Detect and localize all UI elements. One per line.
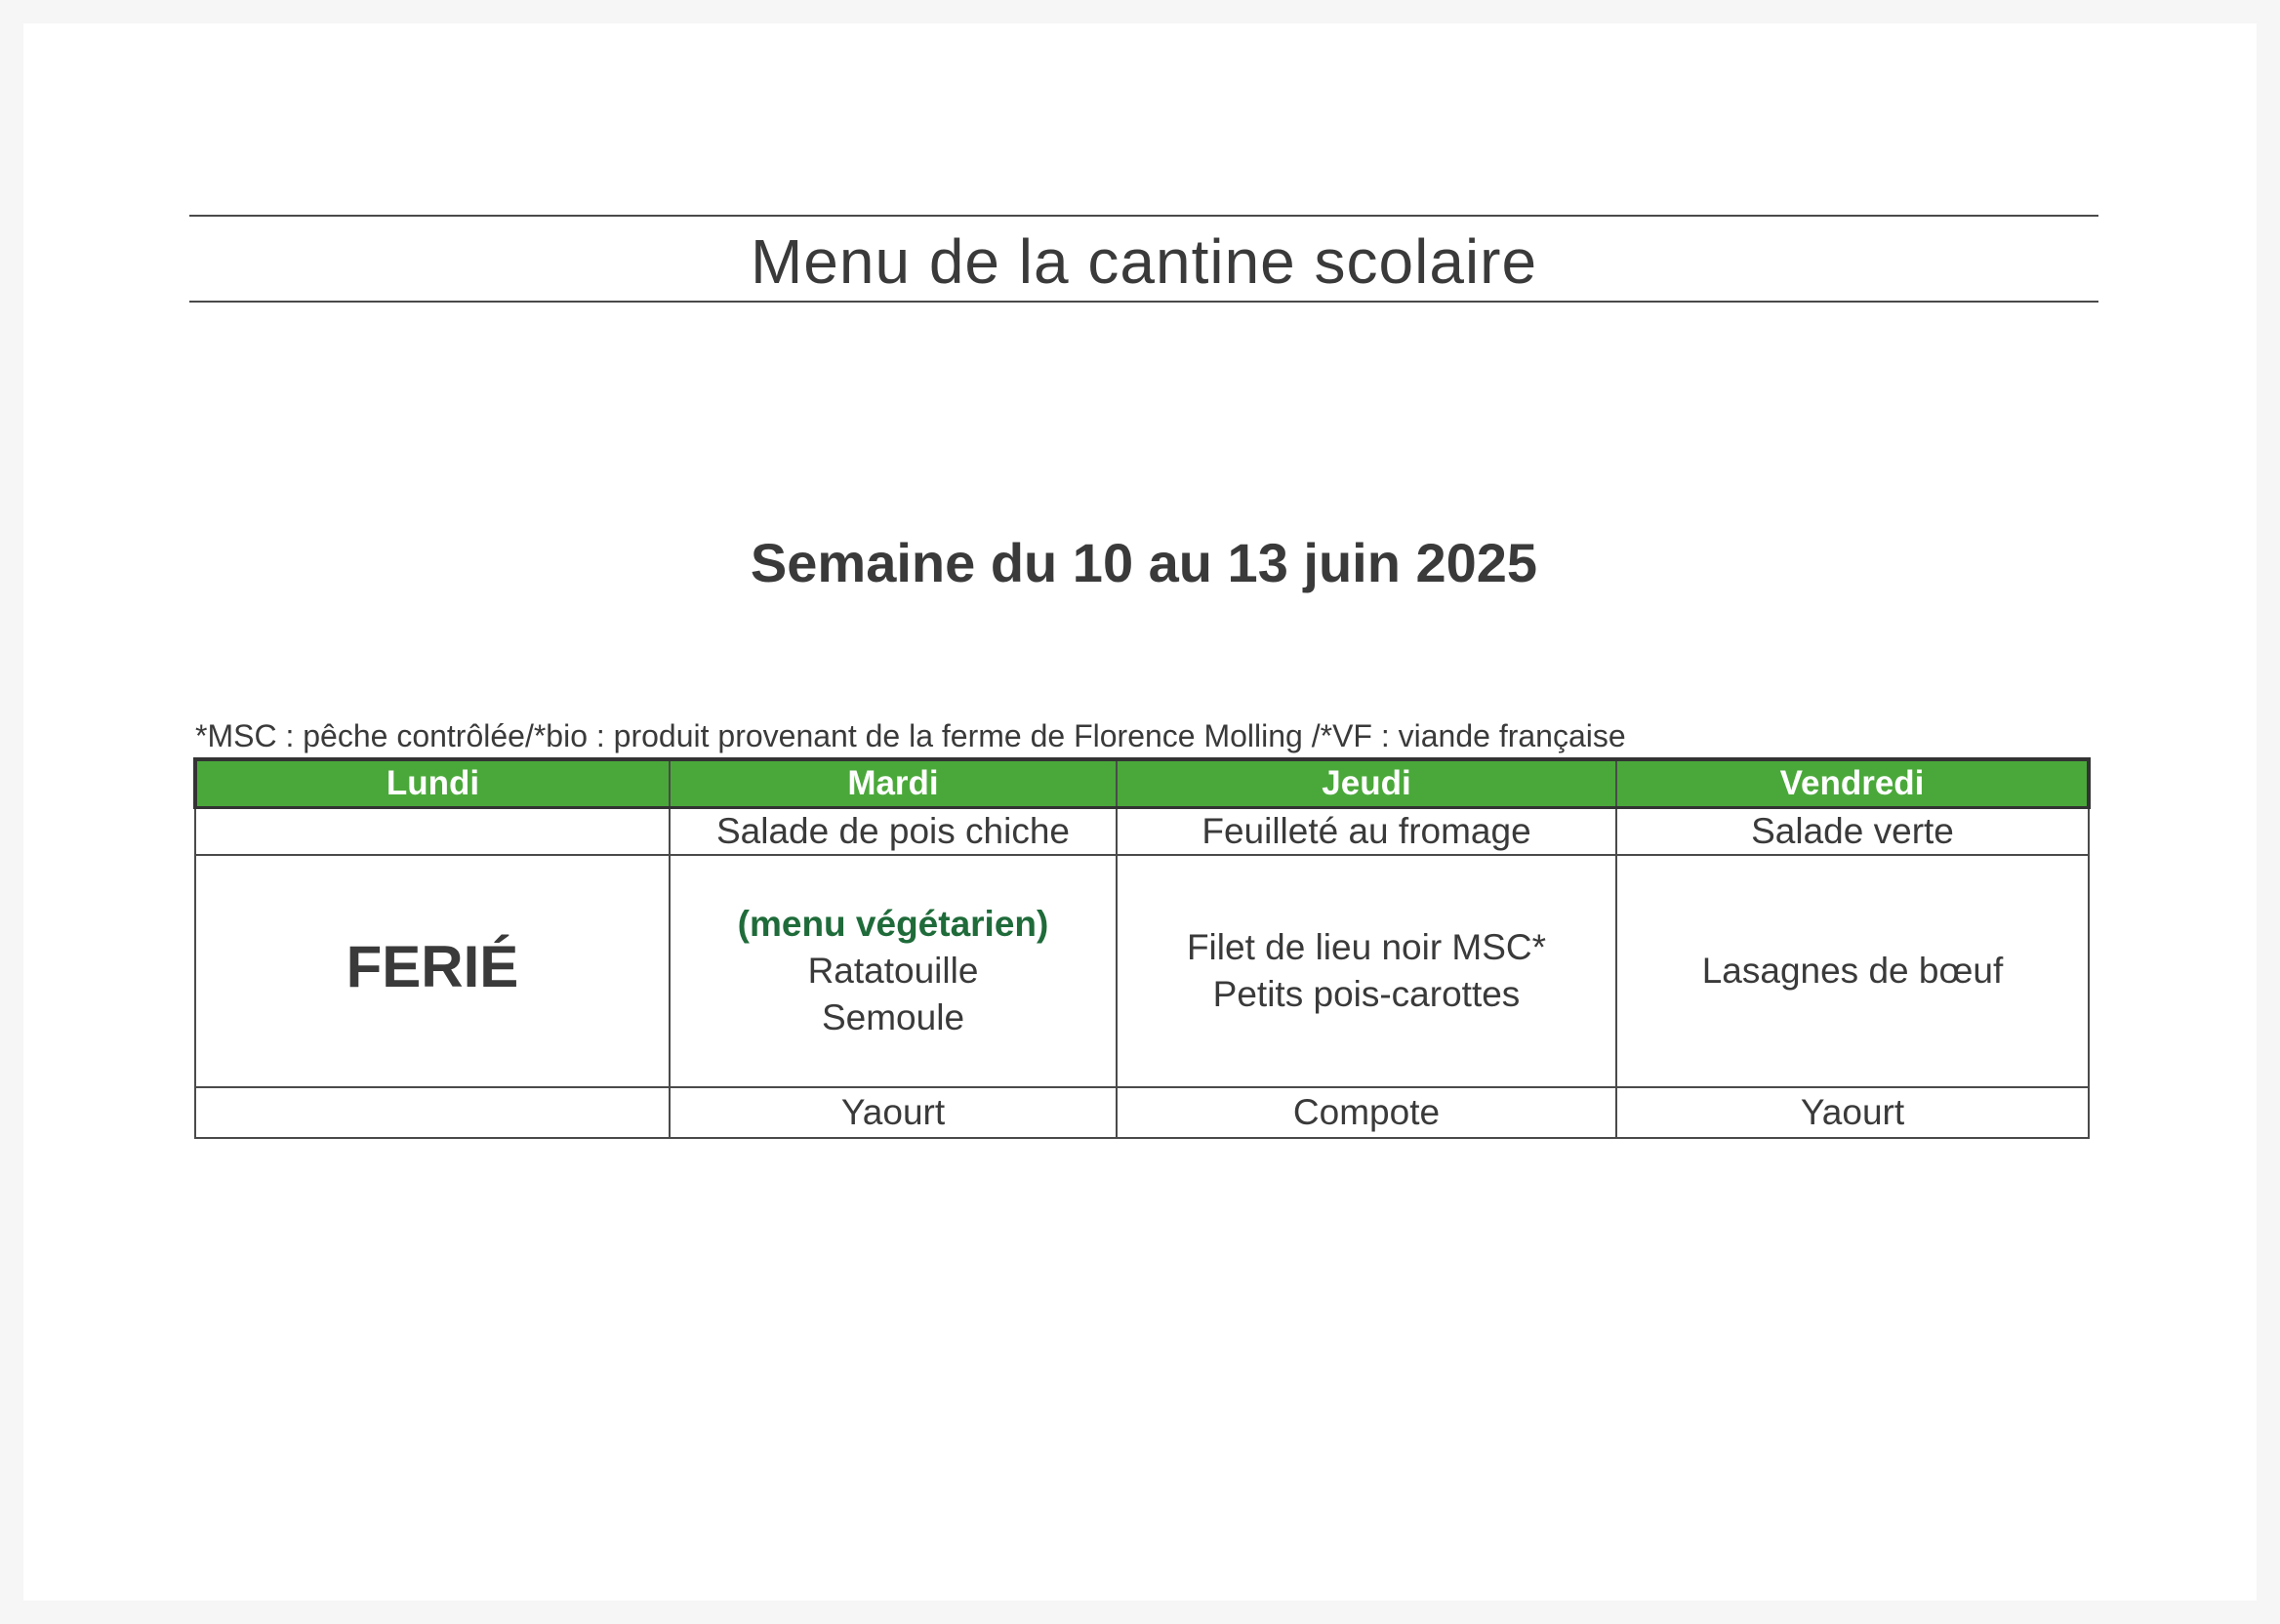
mardi-main-cell: [670, 855, 1117, 1087]
vendredi-starter-cell: Salade verte: [1616, 808, 2089, 856]
document-page: [23, 23, 2257, 1601]
vendredi-main-cell: [1616, 855, 2089, 1087]
mardi-dessert-cell: Yaourt: [670, 1087, 1117, 1138]
menu-table: [193, 757, 2091, 1139]
starter-row: [195, 808, 2089, 856]
legend-note: *MSC : pêche contrôlée/*bio : produit provenant de la ferme de Florence Molling /*VF : viande française: [195, 718, 1626, 753]
vendredi-main-dish: Lasagnes de bœuf: [1701, 951, 2004, 991]
menu-header-row: [195, 759, 2089, 808]
mardi-side-dish: Semoule: [821, 997, 965, 1037]
mardi-starter-cell: Salade de pois chiche: [670, 808, 1117, 856]
day-header-mardi: Mardi: [670, 759, 1117, 808]
day-header-lundi: Lundi: [195, 759, 670, 808]
title-top-rule: [189, 215, 2098, 217]
page-title: Menu de la cantine scolaire: [750, 226, 1538, 297]
mardi-main-dish: Ratatouille: [807, 951, 979, 991]
jeudi-side-dish: Petits pois-carottes: [1212, 974, 1521, 1014]
jeudi-starter-cell: Feuilleté au fromage: [1117, 808, 1616, 856]
lundi-main-cell: [195, 855, 670, 1087]
jeudi-main-dish: Filet de lieu noir MSC*: [1186, 927, 1547, 967]
vendredi-dessert-cell: Yaourt: [1616, 1087, 2089, 1138]
lundi-starter-cell: [195, 808, 670, 856]
jeudi-main-cell: [1117, 855, 1616, 1087]
holiday-label: FERIÉ: [346, 934, 519, 999]
vegetarian-note: (menu végétarien): [737, 904, 1049, 944]
title-bottom-rule: [189, 301, 2098, 303]
jeudi-dessert-cell: Compote: [1117, 1087, 1616, 1138]
day-header-vendredi: Vendredi: [1616, 759, 2089, 808]
day-header-jeudi: Jeudi: [1117, 759, 1616, 808]
lundi-dessert-cell: [195, 1087, 670, 1138]
week-heading: Semaine du 10 au 13 juin 2025: [750, 532, 1538, 593]
main-course-row: [195, 855, 2089, 1087]
dessert-row: [195, 1087, 2089, 1138]
